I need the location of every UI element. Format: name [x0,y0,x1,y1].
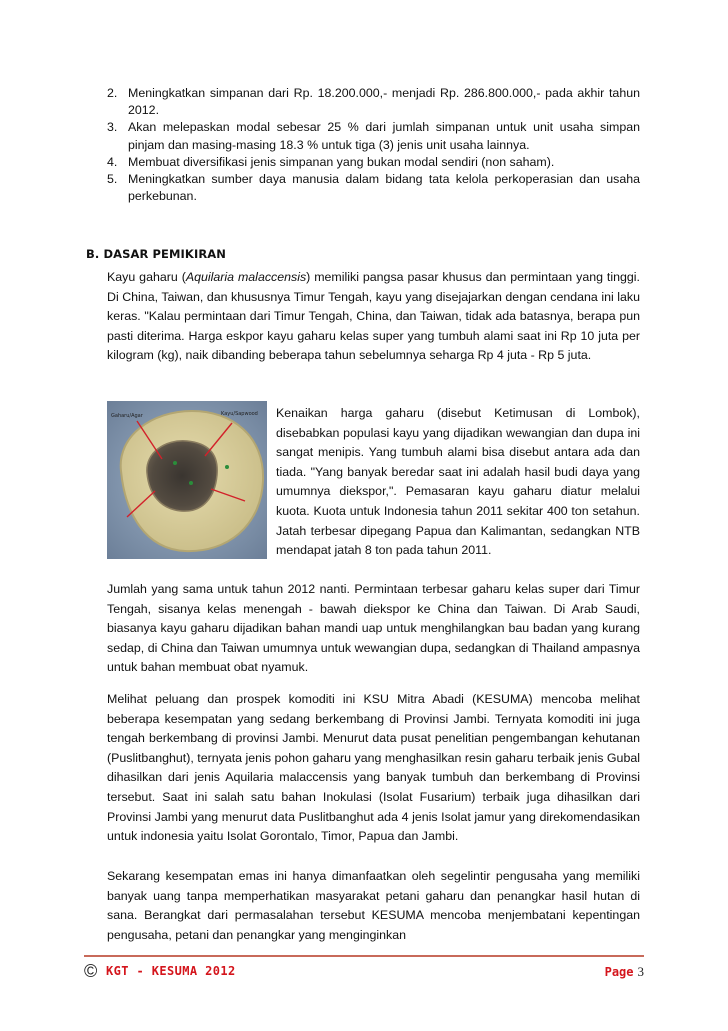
paragraph-1-end: ) memiliki pangsa pasar khusus dan permintaan yang tinggi. Di China, Taiwan, dan khususnya Timur Tengah, kayu yang disejajarkan dengan cendana ini laku keras. "Kalau permintaan dari Timur Tengah, China, dan Taiwan, tidak ada batasnya, berapa pun pasti diterima. Harga eskpor kayu gaharu kelas super yang tumbuh alami saat ini Rp 10 juta per kilogram (kg), naik dibanding beberapa tahun sebelumnya seharga Rp 4 juta - Rp 5 juta. [107,270,640,363]
list-text: Meningkatkan sumber daya manusia dalam bidang tata kelola perkoperasian dan usaha perkebunan. [128,172,640,204]
list-item [107,119,640,153]
list-number: 4. [107,154,118,169]
figure-label-left: Gaharu/Agar [111,413,143,419]
footer-brand: KGT - KESUMA 2012 [106,964,236,978]
list-number: 3. [107,120,118,135]
paragraph-5: Sekarang kesempatan emas ini hanya dimanfaatkan oleh segelintir pengusaha yang memiliki banyak uang tanpa memperhatikan masyarakat petani gaharu dan penangkar hasil hutan di sana. Berangkat dari permasalahan tersebut KESUMA mencoba menjembatani kepentingan pengusaha, petani dan penangkar yang menginginkan [107,869,640,942]
list-text: Membuat diversifikasi jenis simpanan yang bukan modal sendiri (non saham). [128,154,555,169]
page-indicator [605,964,644,980]
section-heading: B. DASAR PEMIKIRAN [86,247,227,261]
list-text: Akan melepaskan modal sebesar 25 % dari jumlah simpanan untuk unit usaha simpan pinjam dan masing-masing 18.3 % untuk tiga (3) jenis unit usaha lainnya. [128,120,640,152]
figure-label-right: Kayu/Sapwood [221,411,258,417]
paragraph-2: Kenaikan harga gaharu (disebut Ketimusan di Lombok), disebabkan populasi kayu yang dijadikan wewangian dan dupa ini sangat menipis. Yang tumbuh alami bisa disebut antara ada dan tiada. "Yang banyak beredar saat ini adalah hasil budi daya yang umumnya diekspor,". Pemasaran kayu gaharu diatur melalui kuota. Kuota untuk Indonesia tahun 2011 sekitar 400 ton setahun. Jatah terbesar dipegang Papua dan Kalimantan, sedangkan NTB mendapat jatah 8 ton pada tahun 2011. [276,406,640,558]
paragraph-3: Jumlah yang sama untuk tahun 2012 nanti. Permintaan terbesar gaharu kelas super dari Timur Tengah, sisanya kelas menengah - bawah diekspor ke China dan Taiwan. Di Arab Saudi, biasanya kayu gaharu dijadikan bahan mandi uap untuk menghilangkan bau badan yang kurang sedap, di China dan Taiwan umumnya untuk wewangian dupa, sedangkan di Thailand ampasnya untuk bahan membuat obat nyamuk. [107,582,640,675]
list-number: 5. [107,172,118,187]
list-number: 2. [107,86,118,100]
copyright-icon: © [84,961,98,981]
list-text: Meningkatkan simpanan dari Rp. 18.200.000,- menjadi Rp. 286.800.000,- pada akhir tahun 2012. [128,86,640,118]
paragraph-1 [107,268,640,366]
paragraph-1-start: Kayu gaharu ( [107,270,186,284]
list-item [107,171,640,205]
page-label: Page [604,965,634,979]
footer-divider [84,955,644,957]
list-item [107,85,640,119]
list-item [107,154,640,171]
objectives-list [107,85,640,205]
species-name: Aquilaria malaccensis [185,270,307,284]
gaharu-wood-photo [107,401,267,559]
paragraph-4: Melihat peluang dan prospek komoditi ini KSU Mitra Abadi (KESUMA) mencoba melihat beberapa kesempatan yang sedang berkembang di Provinsi Jambi. Ternyata komoditi ini juga tengah berkembang di provinsi Jambi. Menurut data pusat penelitian pengembangan kehutanan (Puslitbanghut), ternyata jenis pohon gaharu yang menghasilkan resin gaharu terbaik jenis Gubal dihasilkan dari jenis Aquilaria malaccensis yang banyak tumbuh dan berkembang di Provinsi tersebut. Saat ini salah satu bahan Inokulasi (Isolat Fusarium) terbaik juga dihasilkan dari Provinsi Jambi yang menurut data Puslitbanghut ada 4 jenis Isolat jamur yang direkomendasikan untuk indonesia yaitu Isolat Gorontalo, Timor, Papua dan Jambi. [107,692,640,844]
page-footer [84,961,644,983]
page-number: 3 [637,964,644,979]
